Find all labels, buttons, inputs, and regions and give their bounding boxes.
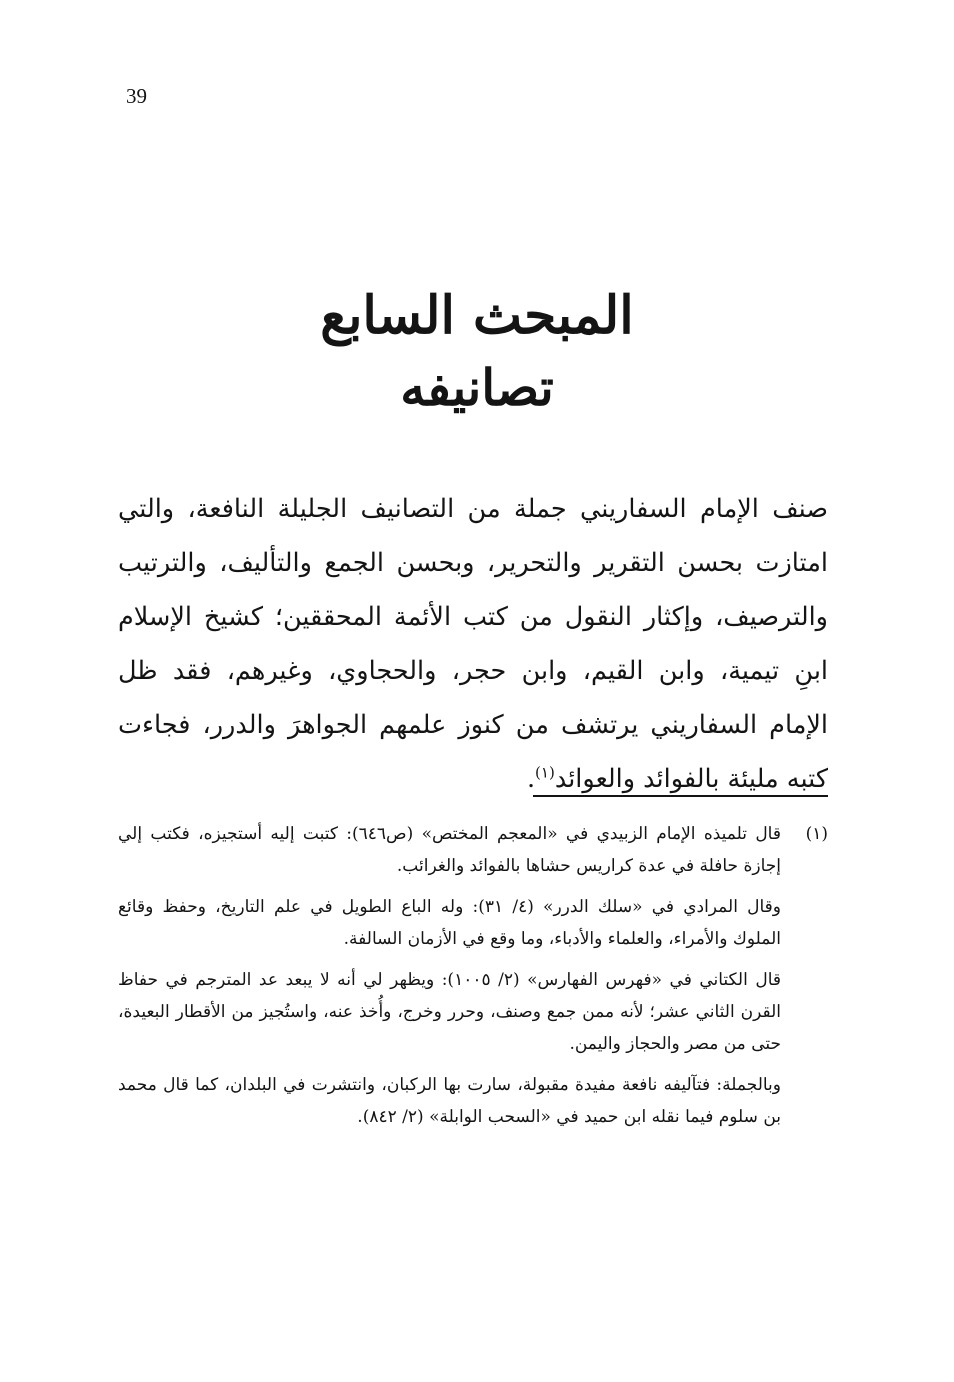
footnote-paragraph [118,964,828,1060]
page-number: 39 [126,84,147,108]
footnote-marker: (١) [805,824,828,844]
footnote-paragraph [118,891,828,955]
footnote-paragraph [118,818,828,882]
footnote-text: قال الكتاني في «فهرس الفهارس» (٢/ ١٠٠٥): ويظهر لي أنه لا يبعد عد المترجم في حفاظ القرن الثاني عشر؛ لأنه ممن جمع وصنف، وحرر وخرج، وأُخذ عنه، واستُجيز من الأقطار البعيدة، حتى من مصر والحجاز واليمن. [118,970,782,1054]
footnote-reference[interactable]: (١) [535,763,555,782]
footnotes [118,818,828,1142]
footnote-text: قال تلميذه الإمام الزبيدي في «المعجم المختص» (ص٦٤٦): كتبت إليه أستجيزه، فكتب إلي إجازة حافلة في عدة كراريس حشاها بالفوائد والغرائب. [118,824,781,876]
footnote-text: وبالجملة: فتآليفه نافعة مفيدة مقبولة، سارت بها الركبان، وانتشرت في البلدان، كما قال محمد بن سلوم فيما نقله ابن حميد في «السحب الوابلة» (٢/ ٨٤٢). [118,1075,781,1127]
section-subheading: تصانيفه [400,358,554,417]
body-text: صنف الإمام السفاريني جملة من التصانيف الجليلة النافعة، والتي امتازت بحسن التقرير والتحرير، وبحسن الجمع والتأليف، والترتيب والترصيف، وإكثار النقول من كتب الأئمة المحققين؛ كشيخ الإسلام ابنِ تيمية، وابن القيم، وابن حجر، والحجاوي، وغيرهم، فقد ظل الإمام السفاريني يرتشف من كنوز علمهم الجواهرَ والدرر، فجاءت كتبه مليئة بالفوائد والعوائد [118,494,828,794]
footnote-paragraph [118,1069,828,1133]
footnote-text: وقال المرادي في «سلك الدرر» (٤/ ٣١): وله الباع الطويل في علم التاريخ، وحفظ وقائع الملوك والأمراء، والعلماء والأدباء، وما وقع في الأزمان السالفة. [118,897,781,949]
footnote-separator [533,795,828,797]
body-paragraph [118,482,828,806]
section-heading: المبحث السابع [320,285,634,346]
paragraph-end: . [526,764,536,794]
